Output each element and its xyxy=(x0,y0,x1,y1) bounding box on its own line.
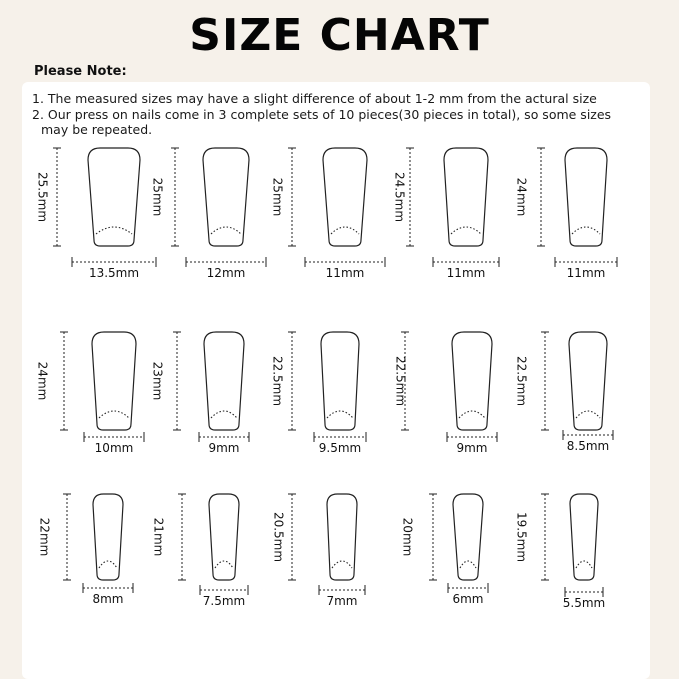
nail-item xyxy=(38,494,134,606)
nail-shape xyxy=(327,494,357,580)
width-label: 9mm xyxy=(208,441,240,455)
width-label: 10mm xyxy=(94,441,134,455)
width-label: 7.5mm xyxy=(202,594,246,608)
nail-shape xyxy=(204,332,244,430)
width-label: 11mm xyxy=(566,266,606,280)
page-title: SIZE CHART xyxy=(189,10,490,61)
nail-shape xyxy=(565,148,607,246)
nail-item xyxy=(151,332,250,455)
length-label: 19.5mm xyxy=(514,511,529,563)
nail-item xyxy=(36,332,145,455)
nail-shape xyxy=(321,332,359,430)
nail-shape xyxy=(88,148,140,246)
nail-shape xyxy=(92,332,136,430)
width-label: 9.5mm xyxy=(318,441,362,455)
width-label: 6mm xyxy=(452,592,484,606)
length-label: 25mm xyxy=(270,177,285,217)
note-line-2: 2. Our press on nails come in 3 complete sets of 10 pieces(30 pieces in total), so some sizes xyxy=(32,107,612,122)
width-label: 8.5mm xyxy=(566,439,610,453)
width-label: 11mm xyxy=(446,266,486,280)
nail-item xyxy=(401,494,489,606)
length-label: 20mm xyxy=(400,517,415,557)
length-label: 21mm xyxy=(151,517,166,557)
nail-shape xyxy=(452,332,492,430)
length-label: 22.5mm xyxy=(514,355,529,407)
width-label: 5.5mm xyxy=(562,596,606,610)
width-label: 13.5mm xyxy=(88,266,140,280)
nail-item xyxy=(152,494,249,608)
length-label: 24mm xyxy=(35,361,50,401)
length-label: 20.5mm xyxy=(271,511,286,563)
note-line-1: 1. The measured sizes may have a slight difference of about 1-2 mm from the actural size xyxy=(32,91,597,106)
nail-item xyxy=(393,148,500,280)
nail-shape xyxy=(569,332,607,430)
nail-item xyxy=(515,332,614,453)
width-label: 11mm xyxy=(325,266,365,280)
nail-shape xyxy=(453,494,483,580)
length-label: 25mm xyxy=(150,177,165,217)
length-label: 22.5mm xyxy=(393,355,408,407)
length-label: 24mm xyxy=(514,177,529,217)
nail-item xyxy=(151,148,267,280)
nail-shape xyxy=(323,148,367,246)
nail-item xyxy=(36,148,157,280)
nail-shape xyxy=(203,148,249,246)
nail-item xyxy=(272,494,366,608)
note-label: Please Note: xyxy=(34,64,127,79)
nail-item xyxy=(394,332,498,455)
nail-item xyxy=(515,494,606,610)
nail-shape xyxy=(570,494,598,580)
nail-shape xyxy=(93,494,123,580)
nail-item xyxy=(271,148,386,280)
length-label: 23mm xyxy=(150,361,165,401)
note-line-3: may be repeated. xyxy=(41,122,153,137)
width-label: 9mm xyxy=(456,441,488,455)
nail-item xyxy=(271,332,367,455)
length-label: 25.5mm xyxy=(35,171,50,223)
nail-shape xyxy=(444,148,488,246)
length-label: 22.5mm xyxy=(270,355,285,407)
width-label: 8mm xyxy=(92,592,124,606)
nail-item xyxy=(515,148,618,280)
length-label: 22mm xyxy=(37,517,52,557)
width-label: 12mm xyxy=(206,266,246,280)
nail-shape xyxy=(209,494,239,580)
length-label: 24.5mm xyxy=(392,171,407,223)
width-label: 7mm xyxy=(326,594,358,608)
